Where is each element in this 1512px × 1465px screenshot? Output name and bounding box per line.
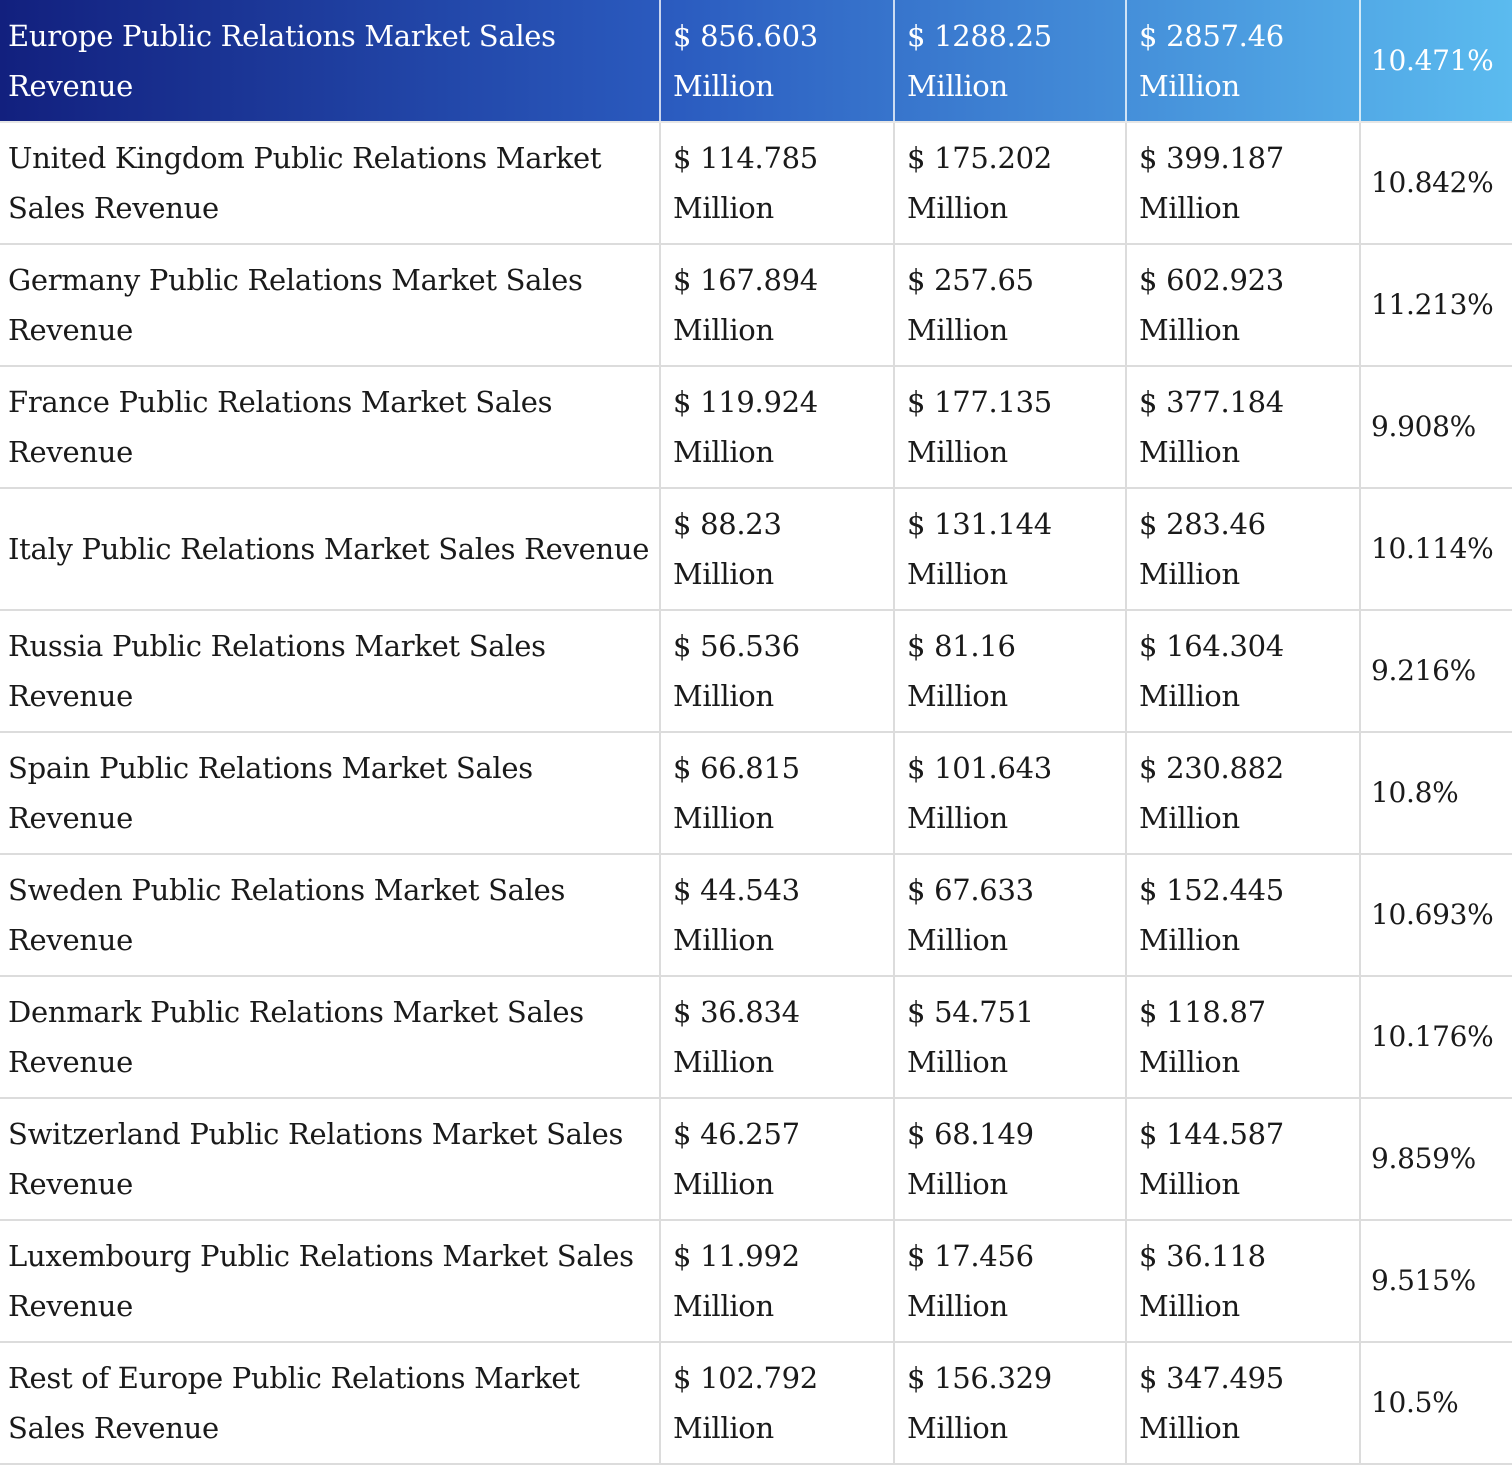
- header-cagr-cell: [1360, 0, 1512, 122]
- row-cagr-cell: [1360, 1342, 1512, 1464]
- row-value-3-unit: Million: [1139, 313, 1240, 347]
- row-cagr: 10.114%: [1371, 532, 1494, 565]
- row-value-1: $ 46.257: [673, 1117, 800, 1151]
- table-row: [0, 366, 1512, 488]
- row-label-cell: [0, 488, 660, 610]
- row-value-2-cell: [894, 488, 1126, 610]
- row-value-3: $ 602.923: [1139, 263, 1284, 297]
- row-value-1-unit: Million: [673, 923, 774, 957]
- table-row: [0, 244, 1512, 366]
- row-value-3: $ 347.495: [1139, 1361, 1284, 1395]
- row-value-1-cell: [660, 366, 894, 488]
- row-value-1-unit: Million: [673, 1289, 774, 1323]
- row-value-1-cell: [660, 610, 894, 732]
- row-value-2-cell: [894, 732, 1126, 854]
- row-value-2: $ 101.643: [907, 751, 1052, 785]
- row-value-3-unit: Million: [1139, 801, 1240, 835]
- row-value-1-unit: Million: [673, 1411, 774, 1445]
- row-value-2-cell: [894, 122, 1126, 244]
- row-label: Russia Public Relations Market Sales Revenue: [8, 629, 546, 713]
- row-value-2: $ 131.144: [907, 507, 1052, 541]
- row-cagr-cell: [1360, 488, 1512, 610]
- row-value-1-cell: [660, 244, 894, 366]
- row-label: Luxembourg Public Relations Market Sales Revenue: [8, 1239, 634, 1323]
- row-value-2: $ 67.633: [907, 873, 1034, 907]
- row-value-1-cell: [660, 122, 894, 244]
- row-value-2: $ 177.135: [907, 385, 1052, 419]
- row-value-2-unit: Million: [907, 435, 1008, 469]
- row-value-3-cell: [1126, 610, 1360, 732]
- row-value-1-cell: [660, 732, 894, 854]
- table-row: [0, 488, 1512, 610]
- row-value-3: $ 283.46: [1139, 507, 1266, 541]
- row-value-1-unit: Million: [673, 191, 774, 225]
- row-value-1-unit: Million: [673, 1045, 774, 1079]
- row-label: Denmark Public Relations Market Sales Revenue: [8, 995, 584, 1079]
- row-value-1: $ 11.992: [673, 1239, 800, 1273]
- row-cagr: 9.515%: [1371, 1264, 1476, 1297]
- row-cagr-cell: [1360, 854, 1512, 976]
- row-value-3: $ 144.587: [1139, 1117, 1284, 1151]
- row-value-3-cell: [1126, 488, 1360, 610]
- row-cagr: 9.908%: [1371, 410, 1476, 443]
- row-value-1: $ 102.792: [673, 1361, 818, 1395]
- header-row: [0, 0, 1512, 122]
- row-value-1-unit: Million: [673, 435, 774, 469]
- row-value-1: $ 44.543: [673, 873, 800, 907]
- header-value-1-cell: [660, 0, 894, 122]
- row-value-3-unit: Million: [1139, 1289, 1240, 1323]
- row-cagr-cell: [1360, 610, 1512, 732]
- header-value-1-unit: Million: [673, 68, 774, 103]
- row-value-2: $ 54.751: [907, 995, 1034, 1029]
- row-label: Switzerland Public Relations Market Sales Revenue: [8, 1117, 624, 1201]
- header-cagr: 10.471%: [1371, 43, 1494, 77]
- row-value-3: $ 118.87: [1139, 995, 1266, 1029]
- header-value-3: $ 2857.46: [1139, 18, 1284, 53]
- row-value-1-cell: [660, 854, 894, 976]
- row-value-2: $ 17.456: [907, 1239, 1034, 1273]
- row-value-3-unit: Million: [1139, 1045, 1240, 1079]
- row-value-2: $ 257.65: [907, 263, 1034, 297]
- row-cagr: 11.213%: [1371, 288, 1494, 321]
- row-value-2-unit: Million: [907, 923, 1008, 957]
- row-label-cell: [0, 122, 660, 244]
- row-value-1: $ 114.785: [673, 141, 818, 175]
- row-value-1-unit: Million: [673, 801, 774, 835]
- header-value-1: $ 856.603: [673, 18, 818, 53]
- row-value-2-cell: [894, 1098, 1126, 1220]
- row-value-2: $ 68.149: [907, 1117, 1034, 1151]
- row-value-2-cell: [894, 854, 1126, 976]
- table-row: [0, 854, 1512, 976]
- row-value-3-cell: [1126, 366, 1360, 488]
- row-cagr: 9.859%: [1371, 1142, 1476, 1175]
- table-row: [0, 1098, 1512, 1220]
- row-value-3: $ 230.882: [1139, 751, 1284, 785]
- row-label-cell: [0, 1220, 660, 1342]
- row-value-3-cell: [1126, 732, 1360, 854]
- row-value-3: $ 377.184: [1139, 385, 1284, 419]
- header-value-2: $ 1288.25: [907, 18, 1052, 53]
- row-label-cell: [0, 1098, 660, 1220]
- row-value-1-unit: Million: [673, 679, 774, 713]
- row-value-3: $ 36.118: [1139, 1239, 1266, 1273]
- row-value-1: $ 88.23: [673, 507, 782, 541]
- row-value-2-unit: Million: [907, 191, 1008, 225]
- row-label: Germany Public Relations Market Sales Revenue: [8, 263, 583, 347]
- table-row: [0, 976, 1512, 1098]
- header-value-3-unit: Million: [1139, 68, 1240, 103]
- row-value-2-unit: Million: [907, 557, 1008, 591]
- header-value-3-cell: [1126, 0, 1360, 122]
- row-value-1: $ 167.894: [673, 263, 818, 297]
- row-value-1: $ 56.536: [673, 629, 800, 663]
- row-value-2-cell: [894, 1220, 1126, 1342]
- row-cagr-cell: [1360, 732, 1512, 854]
- table-row: [0, 1342, 1512, 1464]
- row-label: Italy Public Relations Market Sales Revenue: [8, 532, 650, 566]
- row-value-1: $ 66.815: [673, 751, 800, 785]
- row-label-cell: [0, 1342, 660, 1464]
- row-value-3-unit: Million: [1139, 1411, 1240, 1445]
- row-value-3-unit: Million: [1139, 435, 1240, 469]
- row-value-2-unit: Million: [907, 313, 1008, 347]
- row-value-3-cell: [1126, 1220, 1360, 1342]
- row-value-3: $ 399.187: [1139, 141, 1284, 175]
- row-value-2-unit: Million: [907, 1045, 1008, 1079]
- row-label: France Public Relations Market Sales Revenue: [8, 385, 553, 469]
- row-value-3-cell: [1126, 1342, 1360, 1464]
- header-value-2-cell: [894, 0, 1126, 122]
- row-value-2-unit: Million: [907, 1411, 1008, 1445]
- row-cagr: 10.693%: [1371, 898, 1494, 931]
- row-label-cell: [0, 244, 660, 366]
- row-value-1-cell: [660, 976, 894, 1098]
- table-row: [0, 610, 1512, 732]
- row-label-cell: [0, 854, 660, 976]
- row-value-2: $ 175.202: [907, 141, 1052, 175]
- header-label: Europe Public Relations Market Sales Revenue: [8, 18, 556, 103]
- row-value-2-cell: [894, 976, 1126, 1098]
- row-cagr-cell: [1360, 976, 1512, 1098]
- row-value-3-unit: Million: [1139, 191, 1240, 225]
- row-value-3: $ 152.445: [1139, 873, 1284, 907]
- row-cagr: 10.842%: [1371, 166, 1494, 199]
- row-value-2-unit: Million: [907, 1167, 1008, 1201]
- row-value-1-unit: Million: [673, 557, 774, 591]
- row-value-2-cell: [894, 1342, 1126, 1464]
- row-value-3-cell: [1126, 976, 1360, 1098]
- header-value-2-unit: Million: [907, 68, 1008, 103]
- row-value-2: $ 81.16: [907, 629, 1016, 663]
- row-value-3-unit: Million: [1139, 923, 1240, 957]
- row-value-2-unit: Million: [907, 1289, 1008, 1323]
- row-value-2-cell: [894, 244, 1126, 366]
- row-value-2-unit: Million: [907, 801, 1008, 835]
- row-value-3-unit: Million: [1139, 557, 1240, 591]
- row-value-1-cell: [660, 1098, 894, 1220]
- row-value-1-cell: [660, 1342, 894, 1464]
- row-label-cell: [0, 732, 660, 854]
- row-value-1-cell: [660, 1220, 894, 1342]
- row-value-3: $ 164.304: [1139, 629, 1284, 663]
- row-cagr-cell: [1360, 1220, 1512, 1342]
- header-label-cell: [0, 0, 660, 122]
- row-label-cell: [0, 366, 660, 488]
- row-value-3-cell: [1126, 244, 1360, 366]
- row-value-3-unit: Million: [1139, 679, 1240, 713]
- table-row: [0, 732, 1512, 854]
- row-value-1-unit: Million: [673, 313, 774, 347]
- row-cagr: 10.5%: [1371, 1386, 1459, 1419]
- row-value-2-unit: Million: [907, 679, 1008, 713]
- row-cagr: 10.8%: [1371, 776, 1459, 809]
- row-value-1-cell: [660, 488, 894, 610]
- row-label: Sweden Public Relations Market Sales Revenue: [8, 873, 566, 957]
- row-value-1: $ 36.834: [673, 995, 800, 1029]
- row-value-1: $ 119.924: [673, 385, 818, 419]
- row-label-cell: [0, 610, 660, 732]
- row-value-2: $ 156.329: [907, 1361, 1052, 1395]
- row-cagr: 10.176%: [1371, 1020, 1494, 1053]
- row-value-3-cell: [1126, 1098, 1360, 1220]
- row-label: United Kingdom Public Relations Market Sales Revenue: [8, 141, 602, 225]
- row-label: Rest of Europe Public Relations Market Sales Revenue: [8, 1361, 580, 1445]
- row-label: Spain Public Relations Market Sales Revenue: [8, 751, 533, 835]
- row-value-2-cell: [894, 610, 1126, 732]
- row-value-3-unit: Million: [1139, 1167, 1240, 1201]
- row-value-3-cell: [1126, 122, 1360, 244]
- row-cagr: 9.216%: [1371, 654, 1476, 687]
- row-value-2-cell: [894, 366, 1126, 488]
- row-cagr-cell: [1360, 1098, 1512, 1220]
- row-cagr-cell: [1360, 122, 1512, 244]
- table-row: [0, 122, 1512, 244]
- row-value-1-unit: Million: [673, 1167, 774, 1201]
- table-row: [0, 1220, 1512, 1342]
- row-cagr-cell: [1360, 244, 1512, 366]
- row-cagr-cell: [1360, 366, 1512, 488]
- row-label-cell: [0, 976, 660, 1098]
- row-value-3-cell: [1126, 854, 1360, 976]
